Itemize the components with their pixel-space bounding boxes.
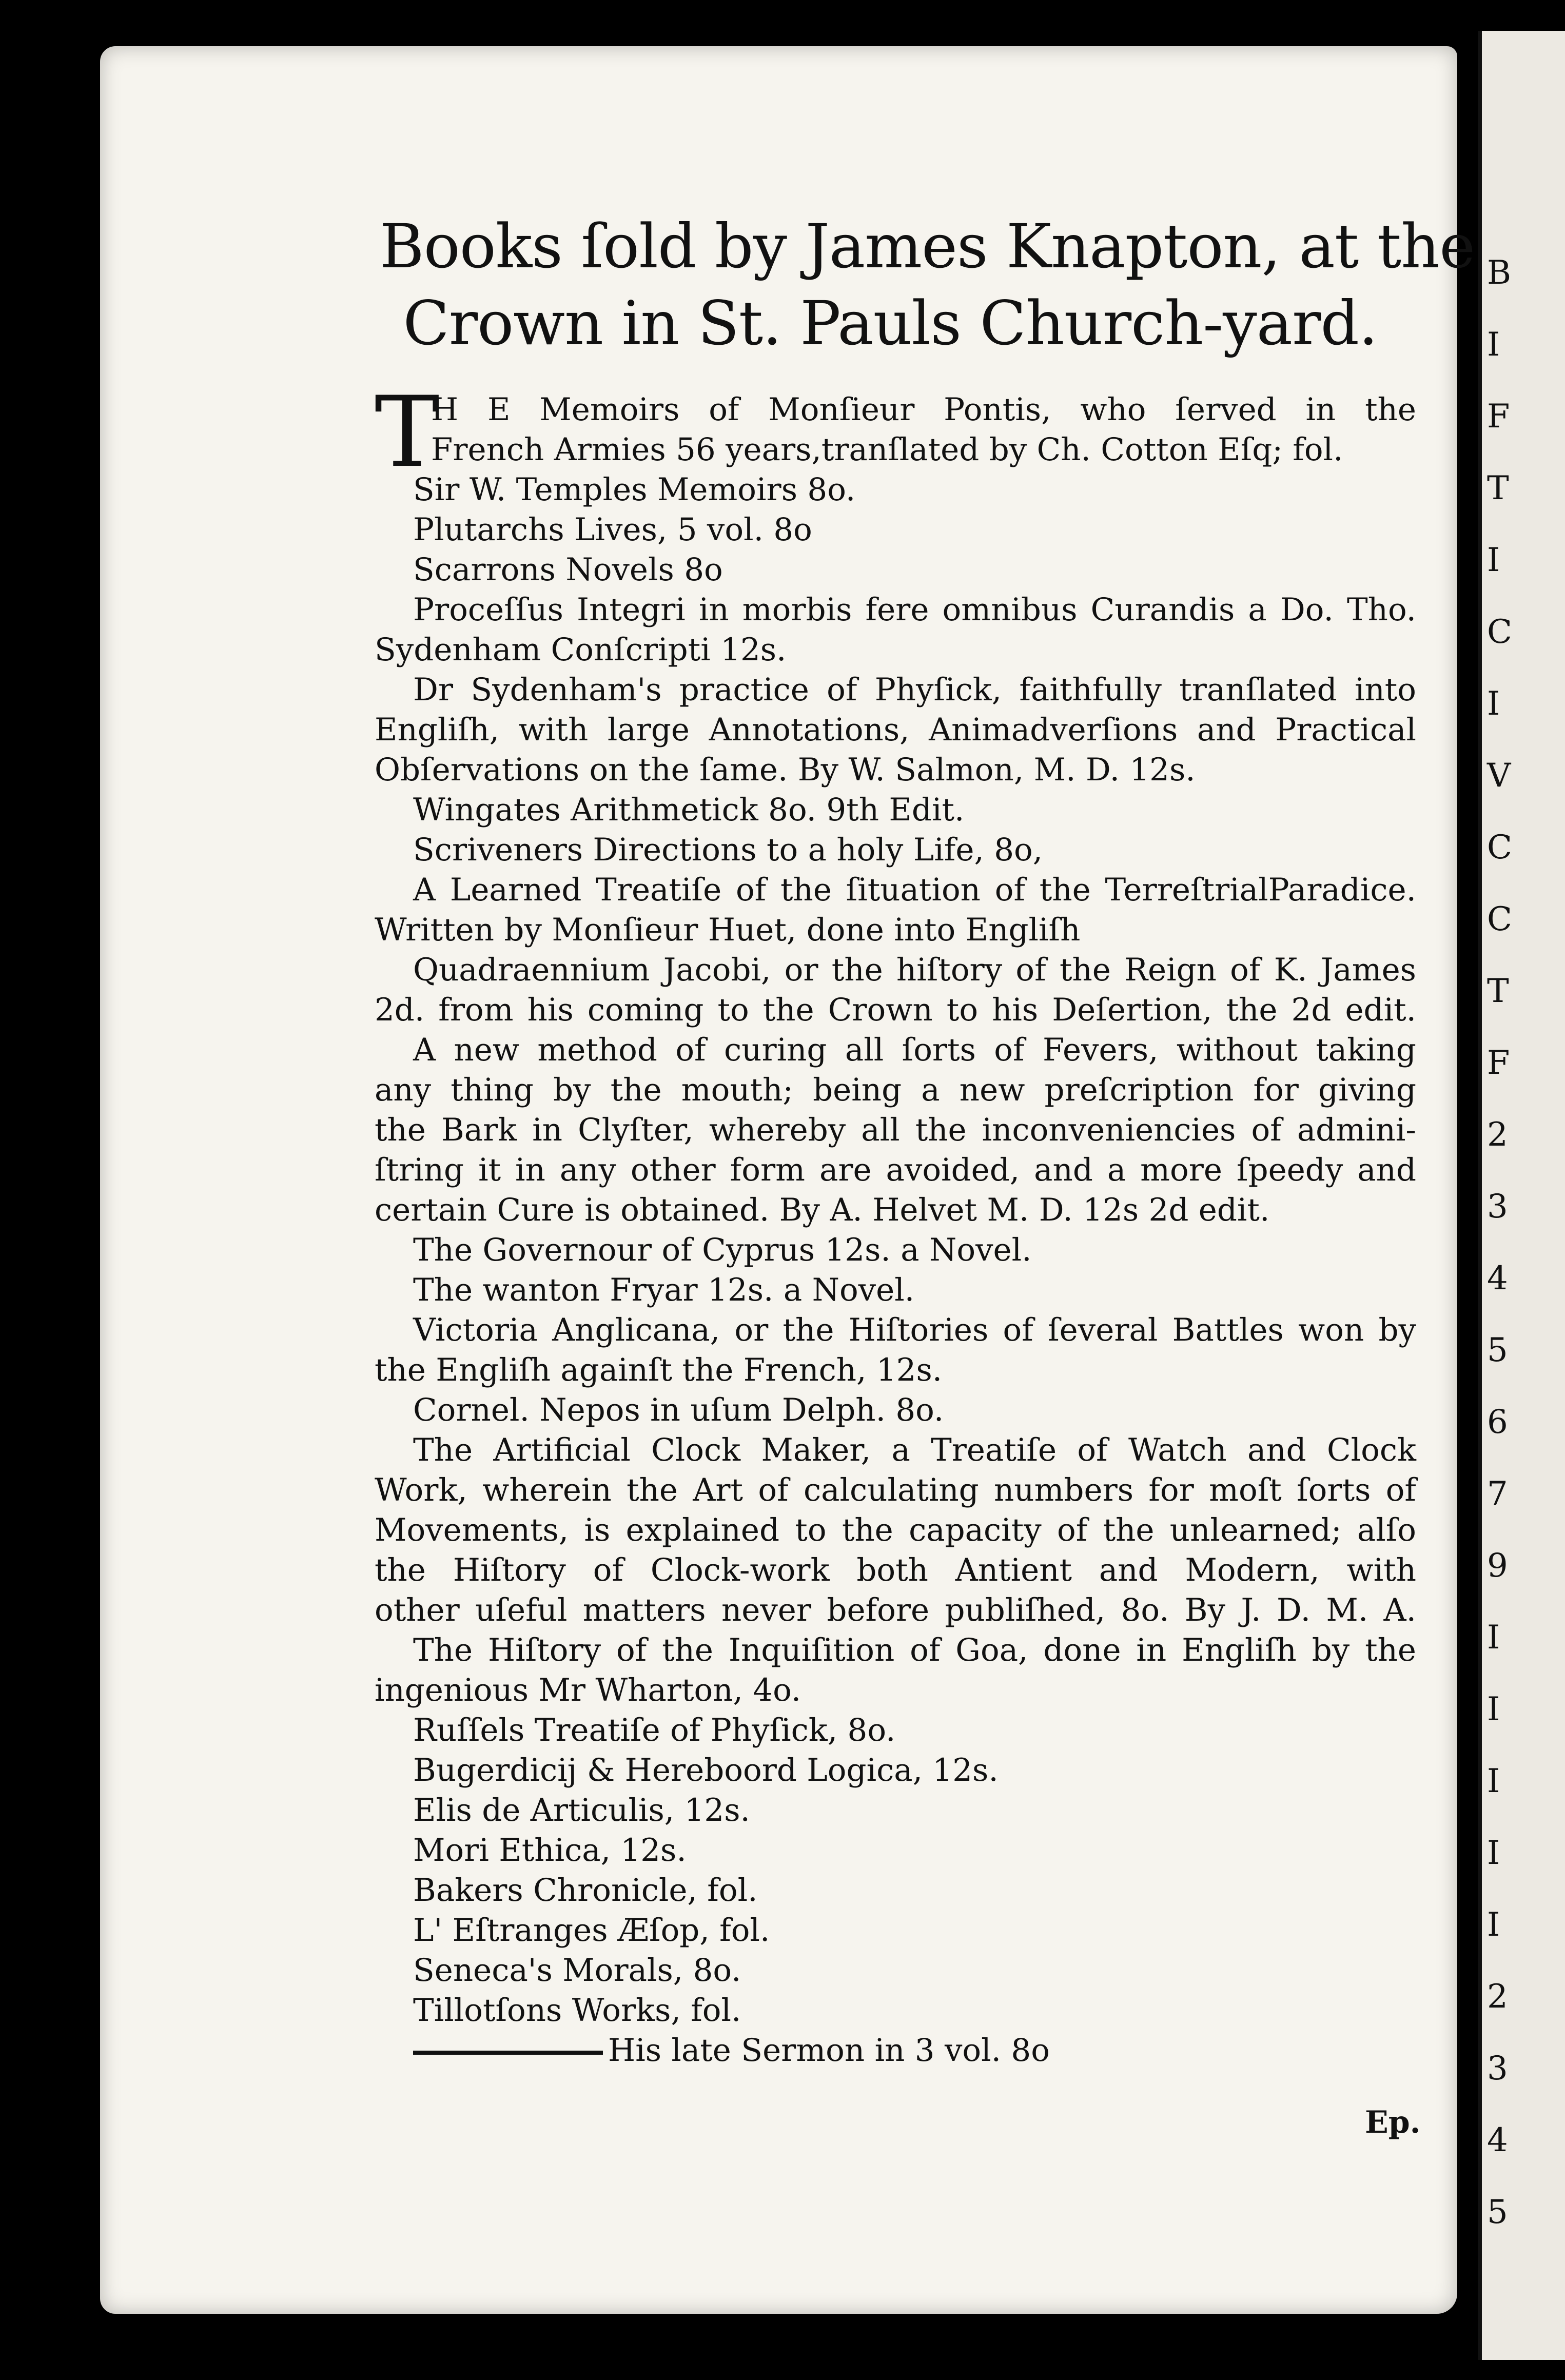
list-line: any thing by the mouth; being a new preſcription for giving bbox=[375, 1072, 1416, 1108]
edge-char: I bbox=[1487, 541, 1500, 579]
catchword: Ep. bbox=[1365, 2104, 1421, 2140]
list-line: Bugerdicij & Hereboord Logica, 12s. bbox=[413, 1752, 999, 1788]
list-line: Engliſh, with large Annotations, Animadverſions and Practical bbox=[375, 712, 1416, 748]
list-line: Wingates Arithmetick 8o. 9th Edit. bbox=[413, 792, 965, 828]
list-line: 2d. from his coming to the Crown to his Deſertion, the 2d edit. bbox=[375, 992, 1416, 1028]
list-line: ſtring it in any other form are avoided, and a more ſpeedy and bbox=[375, 1152, 1416, 1188]
list-line: ingenious Mr Wharton, 4o. bbox=[375, 1672, 801, 1708]
edge-char: 3 bbox=[1487, 2050, 1508, 2088]
last-line-text: His late Sermon in 3 vol. 8o bbox=[608, 2032, 1050, 2069]
list-line: Sydenham Conſcripti 12s. bbox=[375, 632, 787, 668]
edge-char: 7 bbox=[1487, 1475, 1508, 1513]
list-line: Scarrons Novels 8o bbox=[413, 552, 723, 588]
edge-char: T bbox=[1487, 469, 1509, 507]
list-line: Seneca's Morals, 8o. bbox=[413, 1952, 741, 1989]
list-line: Obſervations on the ſame. By W. Salmon, M. D. 12s. bbox=[375, 752, 1196, 788]
edge-char: T bbox=[1487, 972, 1509, 1010]
edge-char: I bbox=[1487, 1834, 1500, 1872]
edge-char: 6 bbox=[1487, 1403, 1508, 1441]
edge-char: 4 bbox=[1487, 2121, 1508, 2159]
list-line: Elis de Articulis, 12s. bbox=[413, 1792, 750, 1828]
list-line: The wanton Fryar 12s. a Novel. bbox=[413, 1272, 915, 1308]
edge-char: C bbox=[1487, 829, 1512, 867]
edge-char: 5 bbox=[1487, 2193, 1508, 2231]
edge-char: 5 bbox=[1487, 1331, 1508, 1369]
last-line bbox=[375, 2031, 1416, 2071]
list-line: Plutarchs Lives, 5 vol. 8o bbox=[413, 512, 812, 548]
edge-char: V bbox=[1487, 757, 1511, 795]
list-line: Sir W. Temples Memoirs 8o. bbox=[413, 471, 856, 508]
list-line: Quadraennium Jacobi, or the hiſtory of the Reign of K. James bbox=[413, 952, 1416, 988]
edge-char: C bbox=[1487, 613, 1512, 651]
header-line-2: Crown in St. Pauls Church-yard. bbox=[403, 288, 1378, 359]
edge-char: 9 bbox=[1487, 1547, 1508, 1585]
rule-dash bbox=[413, 2051, 603, 2055]
edge-char: B bbox=[1487, 254, 1512, 292]
list-line: Dr Sydenham's practice of Phyſick, faithfully tranſlated into bbox=[413, 672, 1416, 708]
edge-char: I bbox=[1487, 1619, 1500, 1657]
edge-char: F bbox=[1487, 1044, 1510, 1082]
list-line: certain Cure is obtained. By A. Helvet M. D. 12s 2d edit. bbox=[375, 1192, 1270, 1228]
list-line: the Bark in Clyſter, whereby all the inconveniencies of admini- bbox=[375, 1112, 1416, 1148]
list-line: Ruſſels Treatiſe of Phyſick, 8o. bbox=[413, 1712, 896, 1748]
edge-char: I bbox=[1487, 1762, 1500, 1800]
list-line: The Hiſtory of the Inquiſition of Goa, done in Engliſh by the bbox=[413, 1632, 1416, 1668]
list-line: H E Memoirs of Monſieur Pontis, who ſerved in the bbox=[431, 391, 1416, 428]
list-line: the Hiſtory of Clock-work both Antient and Modern, with bbox=[375, 1552, 1416, 1588]
page-header bbox=[380, 210, 1475, 359]
list-line: the Engliſh againſt the French, 12s. bbox=[375, 1352, 943, 1388]
list-line: Tillotſons Works, fol. bbox=[413, 1992, 741, 2029]
edge-char: 4 bbox=[1487, 1260, 1508, 1297]
adjacent-page-edge bbox=[1478, 31, 1565, 2360]
edge-char: I bbox=[1487, 685, 1500, 723]
edge-char: 2 bbox=[1487, 1978, 1508, 2016]
list-line: The Governour of Cyprus 12s. a Novel. bbox=[413, 1232, 1032, 1268]
list-line: A new method of curing all ſorts of Fevers, without taking bbox=[413, 1032, 1416, 1068]
list-line: Victoria Anglicana, or the Hiſtories of ſeveral Battles won by bbox=[413, 1312, 1416, 1348]
list-line: A Learned Treatiſe of the ſituation of the TerreſtrialParadice. bbox=[413, 872, 1416, 908]
list-line: Work, wherein the Art of calculating numbers for moſt ſorts of bbox=[375, 1472, 1416, 1508]
list-line: Bakers Chronicle, fol. bbox=[413, 1872, 758, 1909]
edge-char: 3 bbox=[1487, 1188, 1508, 1226]
list-line: Written by Monſieur Huet, done into Engliſh bbox=[375, 912, 1081, 948]
list-line: Mori Ethica, 12s. bbox=[413, 1832, 687, 1868]
header-line-1: Books ſold by James Knapton, at the bbox=[380, 211, 1475, 282]
list-line: The Artificial Clock Maker, a Treatiſe of Watch and Clock bbox=[413, 1432, 1416, 1468]
list-line: Movements, is explained to the capacity of the unlearned; alſo bbox=[375, 1512, 1416, 1548]
book-list bbox=[375, 376, 1416, 2071]
edge-char: I bbox=[1487, 1906, 1500, 1944]
list-line: other uſeful matters never before publiſhed, 8o. By J. D. M. A. bbox=[375, 1592, 1416, 1628]
edge-char: C bbox=[1487, 900, 1512, 938]
drop-cap: T bbox=[375, 376, 440, 489]
list-line: Proceſſus Integri in morbis fere omnibus Curandis a Do. Tho. bbox=[413, 592, 1416, 628]
list-line: Cornel. Nepos in uſum Delph. 8o. bbox=[413, 1392, 944, 1428]
list-line: French Armies 56 years,tranſlated by Ch. Cotton Eſq; fol. bbox=[431, 431, 1343, 468]
edge-char: 2 bbox=[1487, 1116, 1508, 1154]
edge-char: I bbox=[1487, 1690, 1500, 1728]
edge-char: F bbox=[1487, 398, 1510, 436]
edge-char: I bbox=[1487, 326, 1500, 364]
list-line: L' Eſtranges Æſop, fol. bbox=[413, 1912, 770, 1949]
list-line: Scriveners Directions to a holy Life, 8o, bbox=[413, 832, 1043, 868]
